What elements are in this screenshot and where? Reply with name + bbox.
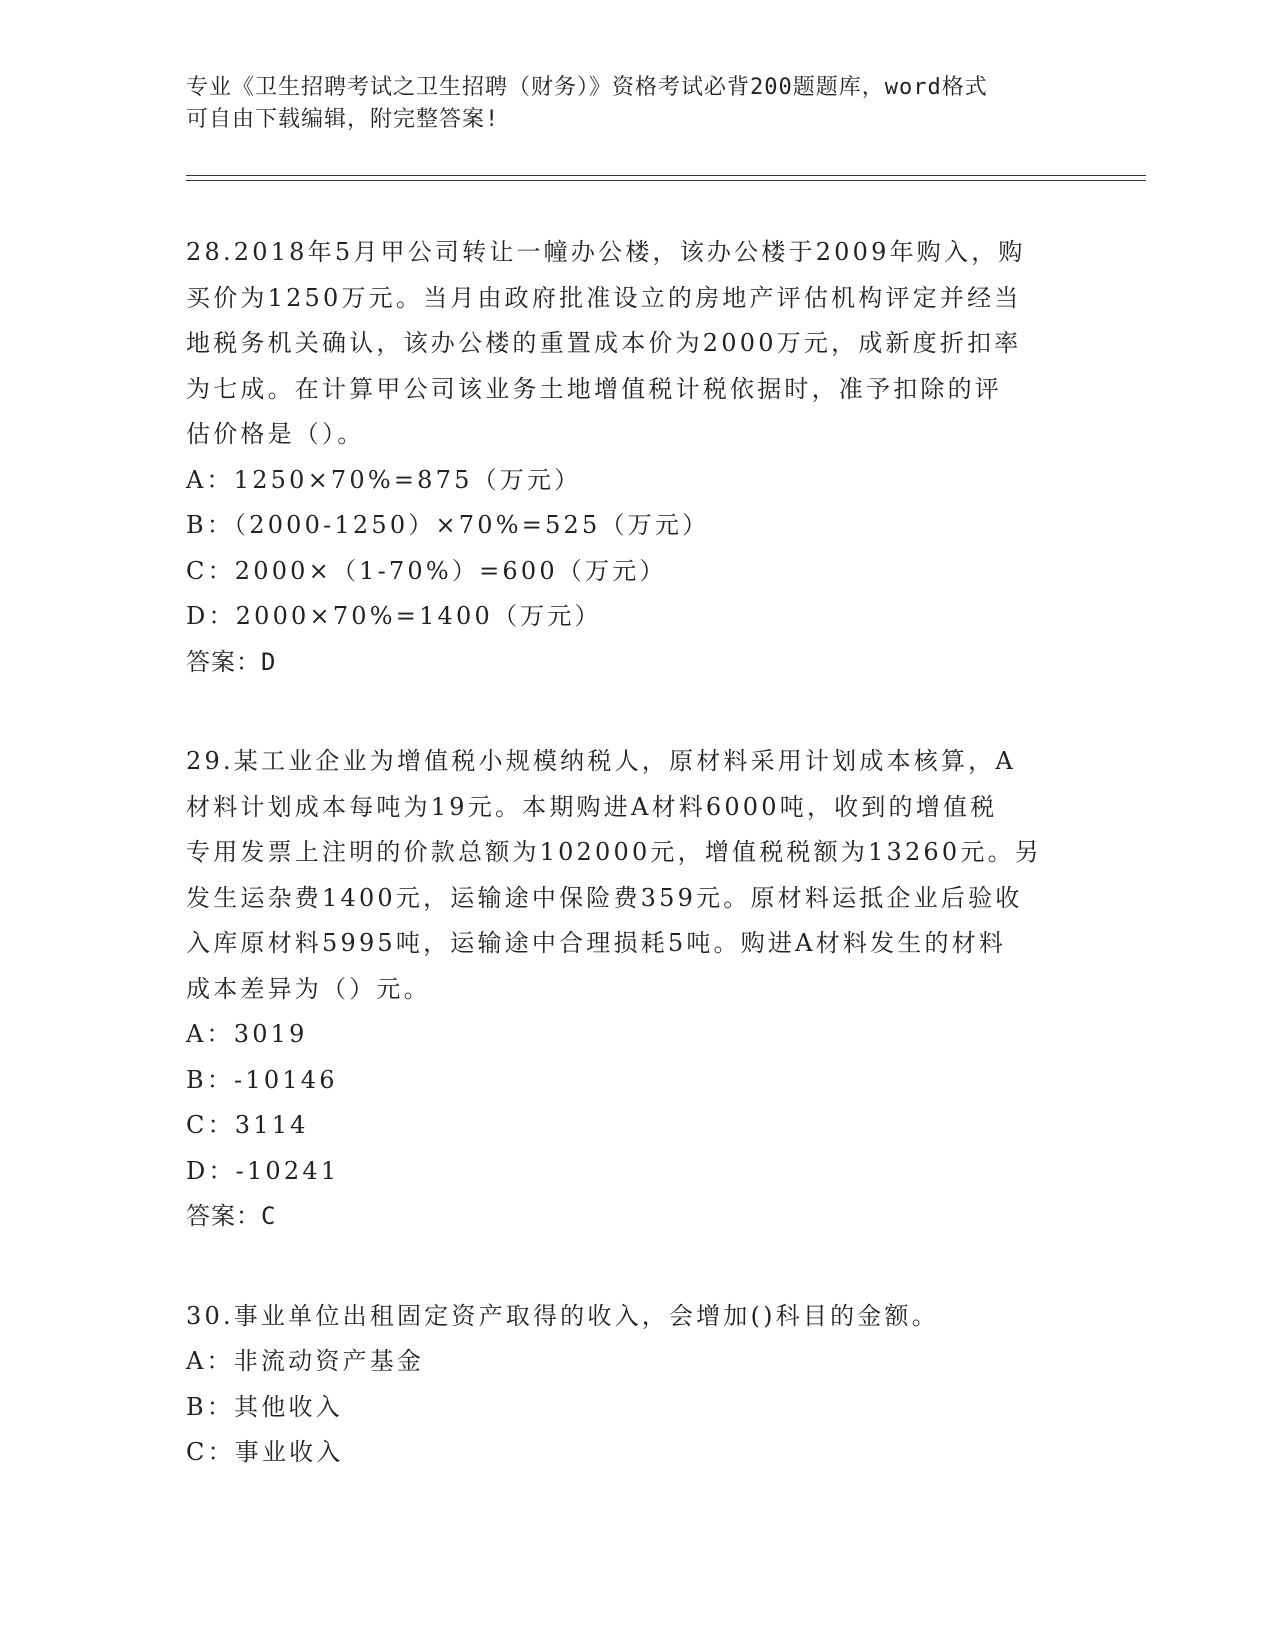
answer-line: 答案：D (186, 647, 277, 676)
header-divider (186, 175, 1146, 176)
question-30 (186, 1294, 1086, 1476)
option-c: C：2000×（1-70%）=600（万元） (186, 556, 667, 585)
question-28 (186, 230, 1086, 685)
option-b: B：（2000-1250）×70%=525（万元） (186, 511, 710, 539)
question-stem-line: 29.某工业企业为增值税小规模纳税人，原材料采用计划成本核算，A (186, 747, 1016, 775)
question-spacer (186, 1240, 1086, 1294)
document-header (186, 72, 1066, 136)
question-stem-line: 30.事业单位出租固定资产取得的收入，会增加()科目的金额。 (186, 1301, 939, 1330)
question-stem-line: 成本差异为（）元。 (186, 974, 431, 1003)
header-divider-secondary (186, 180, 1146, 181)
question-stem-line: 专用发票上注明的价款总额为102000元，增值税税额为13260元。另 (186, 838, 1042, 866)
option-a: A：非流动资产基金 (186, 1347, 425, 1375)
question-29 (186, 739, 1086, 1240)
option-b: B：其他收入 (186, 1392, 343, 1421)
option-a: A：3019 (186, 1020, 308, 1048)
answer-line: 答案：C (186, 1202, 277, 1230)
header-line-2: 可自由下载编辑，附完整答案! (186, 107, 500, 132)
question-stem-line: 地税务机关确认，该办公楼的重置成本价为2000万元，成新度折扣率 (186, 329, 1022, 357)
question-spacer (186, 685, 1086, 739)
option-b: B：-10146 (186, 1065, 338, 1094)
question-stem-line: 估价格是（）。 (186, 420, 365, 448)
question-stem-line: 买价为1250万元。当月由政府批准设立的房地产评估机构评定并经当 (186, 283, 1022, 312)
option-c: C：事业收入 (186, 1438, 344, 1466)
question-stem-line: 入库原材料5995吨，运输途中合理损耗5吨。购进A材料发生的材料 (186, 929, 1007, 957)
question-stem-line: 为七成。在计算甲公司该业务土地增值税计税依据时，准予扣除的评 (186, 374, 1002, 403)
option-c: C：3114 (186, 1111, 309, 1139)
question-stem-line: 材料计划成本每吨为19元。本期购进A材料6000吨，收到的增值税 (186, 792, 998, 821)
header-line-1: 专业《卫生招聘考试之卫生招聘（财务）》资格考试必背200题题库，word格式 (186, 75, 988, 100)
question-stem-line: 发生运杂费1400元，运输途中保险费359元。原材料运抵企业后验收 (186, 883, 1023, 912)
option-d: D：2000×70%=1400（万元） (186, 602, 602, 630)
option-d: D：-10241 (186, 1156, 340, 1185)
question-list (186, 230, 1086, 1476)
question-stem-line: 28.2018年5月甲公司转让一幢办公楼，该办公楼于2009年购入，购 (186, 238, 1026, 266)
option-a: A：1250×70%=875（万元） (186, 465, 582, 494)
